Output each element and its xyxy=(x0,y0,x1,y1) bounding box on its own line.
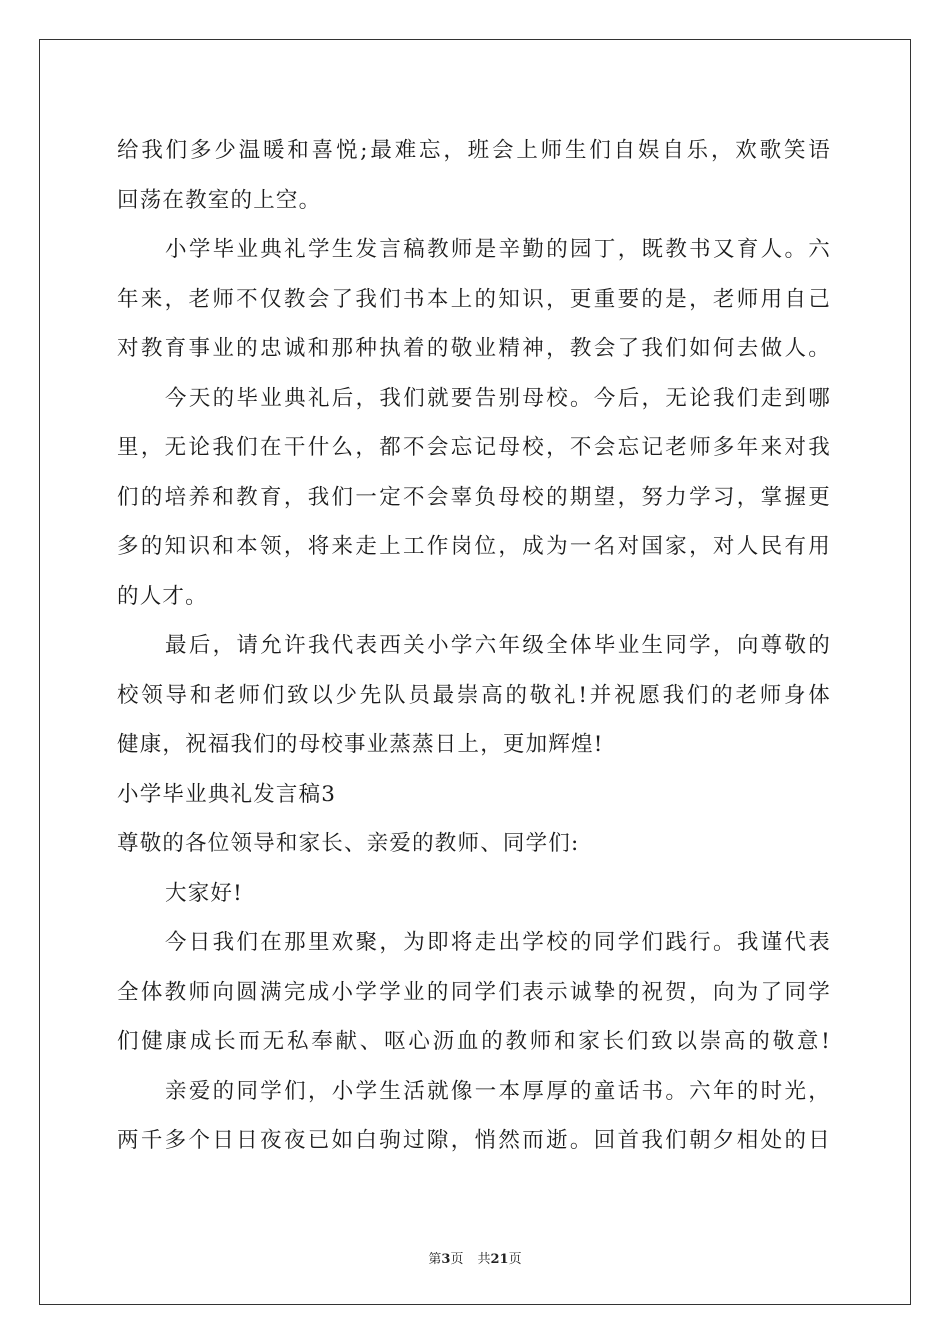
text-line-7: 里，无论我们在干什么，都不会忘记母校，不会忘记老师多年来对我 xyxy=(117,435,831,460)
section-heading: 小学毕业典礼发言稿3 xyxy=(117,781,337,807)
text-line-1: 给我们多少温暖和喜悦;最难忘，班会上师生们自娱自乐，欢歌笑语 xyxy=(117,138,831,163)
salutation-line: 尊敬的各位领导和家长、亲爱的教师、同学们: xyxy=(117,831,580,856)
text-line-8: 们的培养和教育，我们一定不会辜负母校的期望，努力学习，掌握更 xyxy=(117,484,831,510)
footer-total-suffix: 页 xyxy=(508,1252,522,1267)
text-line-12: 校领导和老师们致以少先队员最崇高的敬礼!并祝愿我们的老师身体 xyxy=(117,682,831,708)
footer-total-number: 21 xyxy=(490,1252,509,1267)
page-footer xyxy=(0,1248,950,1267)
document-body xyxy=(117,126,831,1166)
text-line-9: 多的知识和本领，将来走上工作岗位，成为一名对国家，对人民有用 xyxy=(117,534,831,559)
text-line-13: 健康，祝福我们的母校事业蒸蒸日上，更加辉煌! xyxy=(117,732,604,757)
text-line-5: 对教育事业的忠诚和那种执着的敬业精神，教会了我们如何去做人。 xyxy=(117,336,831,361)
footer-page-number: 3 xyxy=(441,1252,451,1267)
text-line-20: 亲爱的同学们，小学生活就像一本厚厚的童话书。六年的时光， xyxy=(165,1078,831,1104)
footer-page-suffix: 页 xyxy=(450,1252,464,1267)
text-line-17: 今日我们在那里欢聚，为即将走出学校的同学们践行。我谨代表 xyxy=(165,930,831,955)
text-line-11: 最后，请允许我代表西关小学六年级全体毕业生同学，向尊敬的 xyxy=(165,633,831,658)
footer-total-prefix: 共 xyxy=(477,1252,491,1267)
text-line-18: 全体教师向圆满完成小学学业的同学们表示诚挚的祝贺，向为了同学 xyxy=(117,979,831,1005)
text-line-21: 两千多个日日夜夜已如白驹过隙，悄然而逝。回首我们朝夕相处的日 xyxy=(117,1128,831,1153)
text-line-2: 回荡在教室的上空。 xyxy=(117,187,322,213)
text-line-4: 年来，老师不仅教会了我们书本上的知识，更重要的是，老师用自己 xyxy=(117,286,831,312)
greeting-line: 大家好! xyxy=(165,880,243,906)
text-line-3: 小学毕业典礼学生发言稿教师是辛勤的园丁，既教书又育人。六 xyxy=(165,237,831,262)
text-line-10: 的人才。 xyxy=(117,583,208,609)
footer-page-prefix: 第 xyxy=(428,1252,442,1267)
text-line-19: 们健康成长而无私奉献、呕心沥血的教师和家长们致以崇高的敬意! xyxy=(117,1029,831,1054)
text-line-6: 今天的毕业典礼后，我们就要告别母校。今后，无论我们走到哪 xyxy=(165,385,831,411)
